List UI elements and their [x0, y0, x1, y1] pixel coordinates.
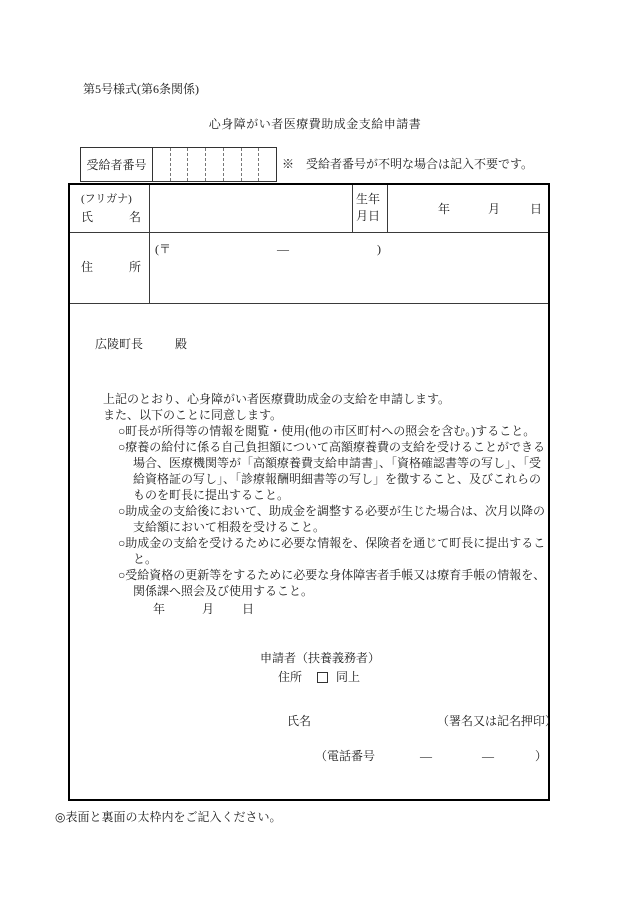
addressee-line: [95, 337, 187, 352]
recipient-number-cells: [153, 148, 276, 181]
signature-note: （署名又は記名押印）: [437, 714, 558, 728]
birthdate-label-line2: 月日: [356, 209, 381, 223]
address-label: 住 所: [81, 260, 142, 274]
application-date-day-label: 日: [242, 602, 255, 616]
recipient-number-note: ※ 受給者番号が不明な場合は記入不要です。: [282, 157, 534, 171]
same-as-above-checkbox[interactable]: [317, 672, 328, 683]
phone-dash-2: ―: [482, 749, 494, 763]
divider-birth-right: [387, 185, 388, 232]
consent-text-block: [103, 391, 548, 599]
applicant-table: [68, 183, 558, 801]
postal-code-open: (〒: [155, 242, 171, 256]
recipient-number-cell-5[interactable]: [223, 148, 241, 181]
birthdate-label-line1: 生年: [356, 192, 381, 206]
applicant-label: 申請者（扶養義務者）: [260, 651, 381, 665]
recipient-number-cell-1[interactable]: [153, 148, 170, 181]
phone-close-paren: ）: [535, 749, 548, 763]
agreement-item-5: ○受給資格の更新等をするために必要な身体障害者手帳又は療育手帳の情報を、関係課へ照会及び使用すること。: [118, 568, 546, 598]
address-input-field[interactable]: [150, 260, 546, 302]
addressee-honorific: 殿: [175, 337, 188, 351]
phone-dash-1: ―: [420, 749, 432, 763]
recipient-number-cell-6[interactable]: [241, 148, 259, 181]
recipient-number-cell-7[interactable]: [258, 148, 276, 181]
postal-code-dash: ―: [277, 242, 289, 256]
agreement-item-4: ○助成金の支給を受けるために必要な情報を、保険者を通じて町長に提出すること。: [118, 536, 546, 566]
recipient-number-cell-2[interactable]: [170, 148, 188, 181]
form-number: 第5号様式(第6条関係): [83, 82, 199, 96]
recipient-number-label: 受給者番号: [81, 148, 153, 181]
intro-line-2: また、以下のことに同意します。: [103, 408, 283, 422]
postal-code-close: ): [377, 242, 381, 256]
applicant-address-label: 住所: [278, 670, 303, 684]
application-date-month-label: 月: [202, 602, 215, 616]
document-title: 心身障がい者医療費助成金支給申請書: [208, 117, 422, 131]
furigana-label: (フリガナ): [81, 193, 132, 205]
divider-row1-bottom: [70, 232, 548, 233]
applicant-name-label: 氏名: [287, 714, 312, 728]
recipient-number-table: [80, 147, 277, 182]
phone-number-label: （電話番号: [315, 749, 376, 763]
birth-year-label: 年: [438, 202, 451, 216]
addressee-name: 広陵町長: [95, 337, 144, 351]
agreement-item-1: ○町長が所得等の情報を閲覧・使用(他の市区町村への照会を含む。)すること。: [118, 424, 536, 438]
footer-note: ◎表面と裏面の太枠内をご記入ください。: [55, 810, 282, 824]
name-label: 氏 名: [81, 210, 142, 224]
divider-birth-left: [352, 185, 353, 232]
agreement-item-2: ○療養の給付に係る自己負担額について高額療養費の支給を受けることができる場合、医療機関等が「高額療養費支給申請書」、「資格確認書等の写し」、「受給資格証の写し」、「診療報酬明細書等の写し」を徴すること、及びこれらのものを町長に提出すること。: [118, 440, 546, 502]
agreement-item-3: ○助成金の支給後において、助成金を調整する必要が生じた場合は、次月以降の支給額において相殺を受けること。: [118, 504, 546, 534]
divider-row2-bottom: [70, 303, 548, 304]
intro-line-1: 上記のとおり、心身障がい者医療費助成金の支給を申請します。: [103, 392, 451, 406]
name-input-field[interactable]: [150, 186, 351, 231]
birth-day-label: 日: [530, 202, 543, 216]
birth-month-label: 月: [488, 202, 501, 216]
application-date-year-label: 年: [153, 602, 166, 616]
same-as-above-label: 同上: [336, 670, 361, 684]
recipient-number-cell-4[interactable]: [205, 148, 223, 181]
recipient-number-cell-3[interactable]: [187, 148, 205, 181]
